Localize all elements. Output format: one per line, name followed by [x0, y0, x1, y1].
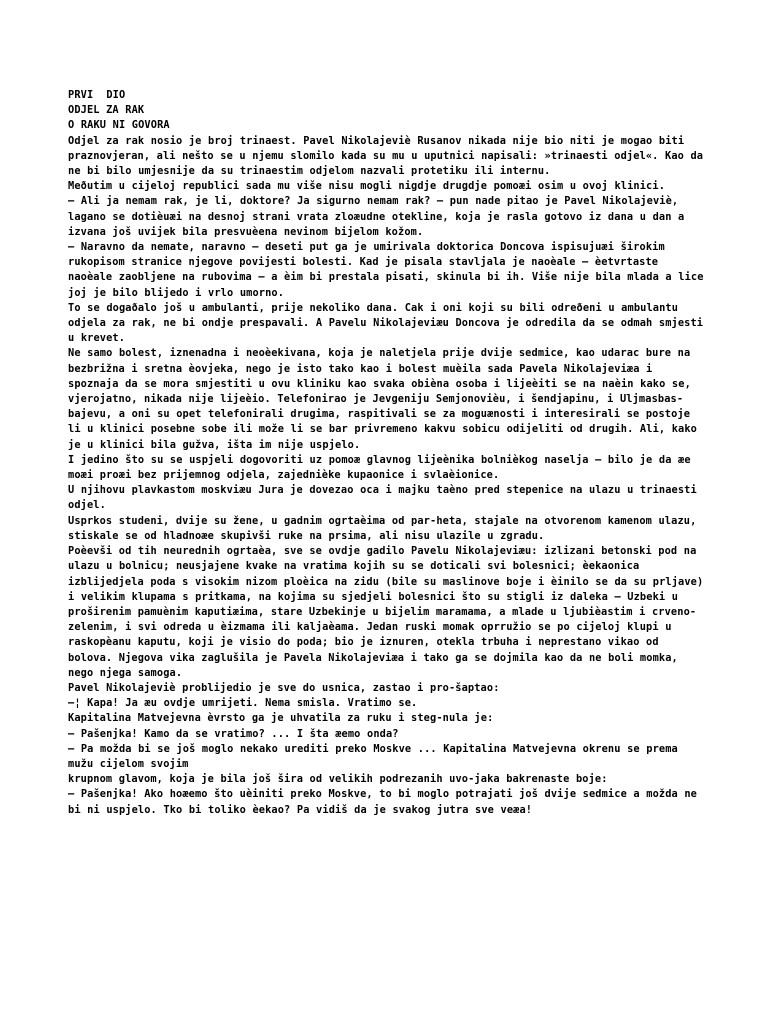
paragraph: Pavel Nikolajeviè problijedio je sve do usnica, zastao i pro-šaptao: — [68, 681, 500, 694]
paragraph: U njihovu plavkastom moskviæu Jura je dovezao oca i majku taèno pred stepenice na ulazu u trinaesti odjel. — [68, 484, 697, 512]
paragraph: — Pa možda bi se još moglo nekako urediti preko Moskve ... Kapitalina Matvejevna okrenu se prema mužu cijelom svojim — [68, 742, 678, 770]
paragraph: Usprkos studeni, dvije su žene, u gadnim ogrtaèima od par-heta, stajale na otvorenom kamenom ulazu, stiskale se od hladnoæe skupivši ruke na prsima, ali nisu ulazile u zgradu. — [68, 514, 697, 542]
heading-chapter-title: O RAKU NI GOVORA — [68, 119, 170, 132]
paragraph: krupnom glavom, koja je bila još šira od velikih podrezanih uvo-jaka bakrenaste boje: — [68, 773, 608, 786]
paragraph: Kapitalina Matvejevna èvrsto ga je uhvatila za ruku i steg-nula je: — [68, 712, 494, 725]
paragraph: — Naravno da nemate, naravno — deseti put ga je umirivala doktorica Doncova ispisujuæi širokim rukopisom stranice njegove povijesti bolesti. Kad je pisala stavljala je naoèale — èetvrtaste naoèale zaobljene na rubovima — a èim bi prestala pisati, skinula bi ih. Više nije bila mlada a lice joj je bilo blijedo i vrlo umorno. — [68, 241, 704, 299]
paragraph: Odjel za rak nosio je broj trinaest. Pavel Nikolajeviè Rusanov nikada nije bio niti je mogao biti praznovjeran, ali nešto se u njemu slomilo kada su mu u uputnici napisali: »trinaesti odjel«. Kao da ne bi bilo umjesnije da su trinaestim odjelom nazvali protetiku ili internu. — [68, 134, 704, 178]
document-body — [68, 88, 706, 818]
heading-section-title: ODJEL ZA RAK — [68, 104, 145, 117]
paragraph: — Pašenjka! Kamo da se vratimo? ... I šta æemo onda? — [68, 727, 399, 740]
paragraph: I jedino što su se uspjeli dogovoriti uz pomoæ glavnog lijeènika bolnièkog naselja — bilo je da æe moæi proæi bez prijemnog odjela, zajednièke kupaonice i svlaèionice. — [68, 453, 691, 482]
paragraph: —¦ Kapa! Ja æu ovdje umrijeti. Nema smisla. Vratimo se. — [68, 697, 418, 710]
document-headings — [68, 88, 706, 134]
paragraph: — Ali ja nemam rak, je li, doktore? Ja sigurno nemam rak? — pun nade pitao je Pavel Nikolajeviè, lagano se dotièuæi na desnoj strani vrata zloæudne otekline, koja je rasla gotovo iz dana u dan a izvana još uvijek bila presvuèena nevinom bijelom kožom. — [68, 195, 685, 238]
paragraph: — Pašenjka! Ako hoæemo što uèiniti preko Moskve, to bi moglo potrajati još dvije sedmice a možda ne bi ni uspjelo. Tko bi toliko èekao? Pa vidiš da je svakog jutra sve veæa! — [68, 788, 698, 816]
paragraph: Meðutim u cijeloj republici sada mu više nisu mogli nigdje drugdje pomoæi osim u ovoj klinici. — [68, 180, 666, 193]
paragraph: To se dogaðalo još u ambulanti, prije nekoliko dana. Cak i oni koji su bili odreðeni u ambulantu odjela za rak, ne bi ondje prespavali. A Pavelu Nikolajeviæu Doncova je odredila da se odmah smjesti u krevet. — [68, 301, 704, 345]
heading-part-one: PRVI DIO — [68, 89, 126, 101]
paragraph: Poèevši od tih neurednih ogrtaèa, sve se ovdje gadilo Pavelu Nikolajeviæu: izlizani betonski pod na ulazu u bolnicu; neusjajene kvake na vratima kojih su se doticali svi bolesnici; èekaonica izblijedjela poda s visokim nizom ploèica na zidu (bile su maslinove boje i èinilo se da su prljave) i velikim klupama s pritkama, na kojima su sjedjeli bolesnici što su stigli iz daleka — Uzbeki u proširenim pamuènim kaputiæima, stare Uzbekinje u bijelim maramama, a mlade u ljubièastim i crveno-zelenim, i svi odreda u èizmama ili kaljaèama. Jedan ruski momak oprružio se po cijeloj klupi u raskopèanu kaputu, koji je visio do poda; bio je iznuren, otekla trbuha i neprestano vikao od bolova. Njegova vika zaglušila je Pavela Nikolajeviæa i tako ga se dojmila kao da ne boli momka, nego njega samoga. — [68, 545, 704, 679]
paragraph: Ne samo bolest, iznenadna i neoèekivana, koja je naletjela prije dvije sedmice, kao udarac bure na bezbrižna i sretna èovjeka, nego je isto tako kao i bolest muèila sada Pavela Nikolajeviæa i spoznaja da se mora smjestiti u ovu kliniku kao svaka obièna osoba i lijeèiti se na naèin kako se, vjerojatno, nikada nije lijeèio. Telefonirao je Jevgeniju Semjonovièu, i šendjapinu, i Uljmasbas-bajevu, a oni su opet telefonirali drugima, raspitivali se za moguænosti i interesirali se postoje li u klinici posebne sobe ili može li se bar privremeno kakvu sobicu odijeliti od drugih. Ali, kako je u klinici bila gužva, išta im nije uspjelo. — [68, 347, 698, 451]
